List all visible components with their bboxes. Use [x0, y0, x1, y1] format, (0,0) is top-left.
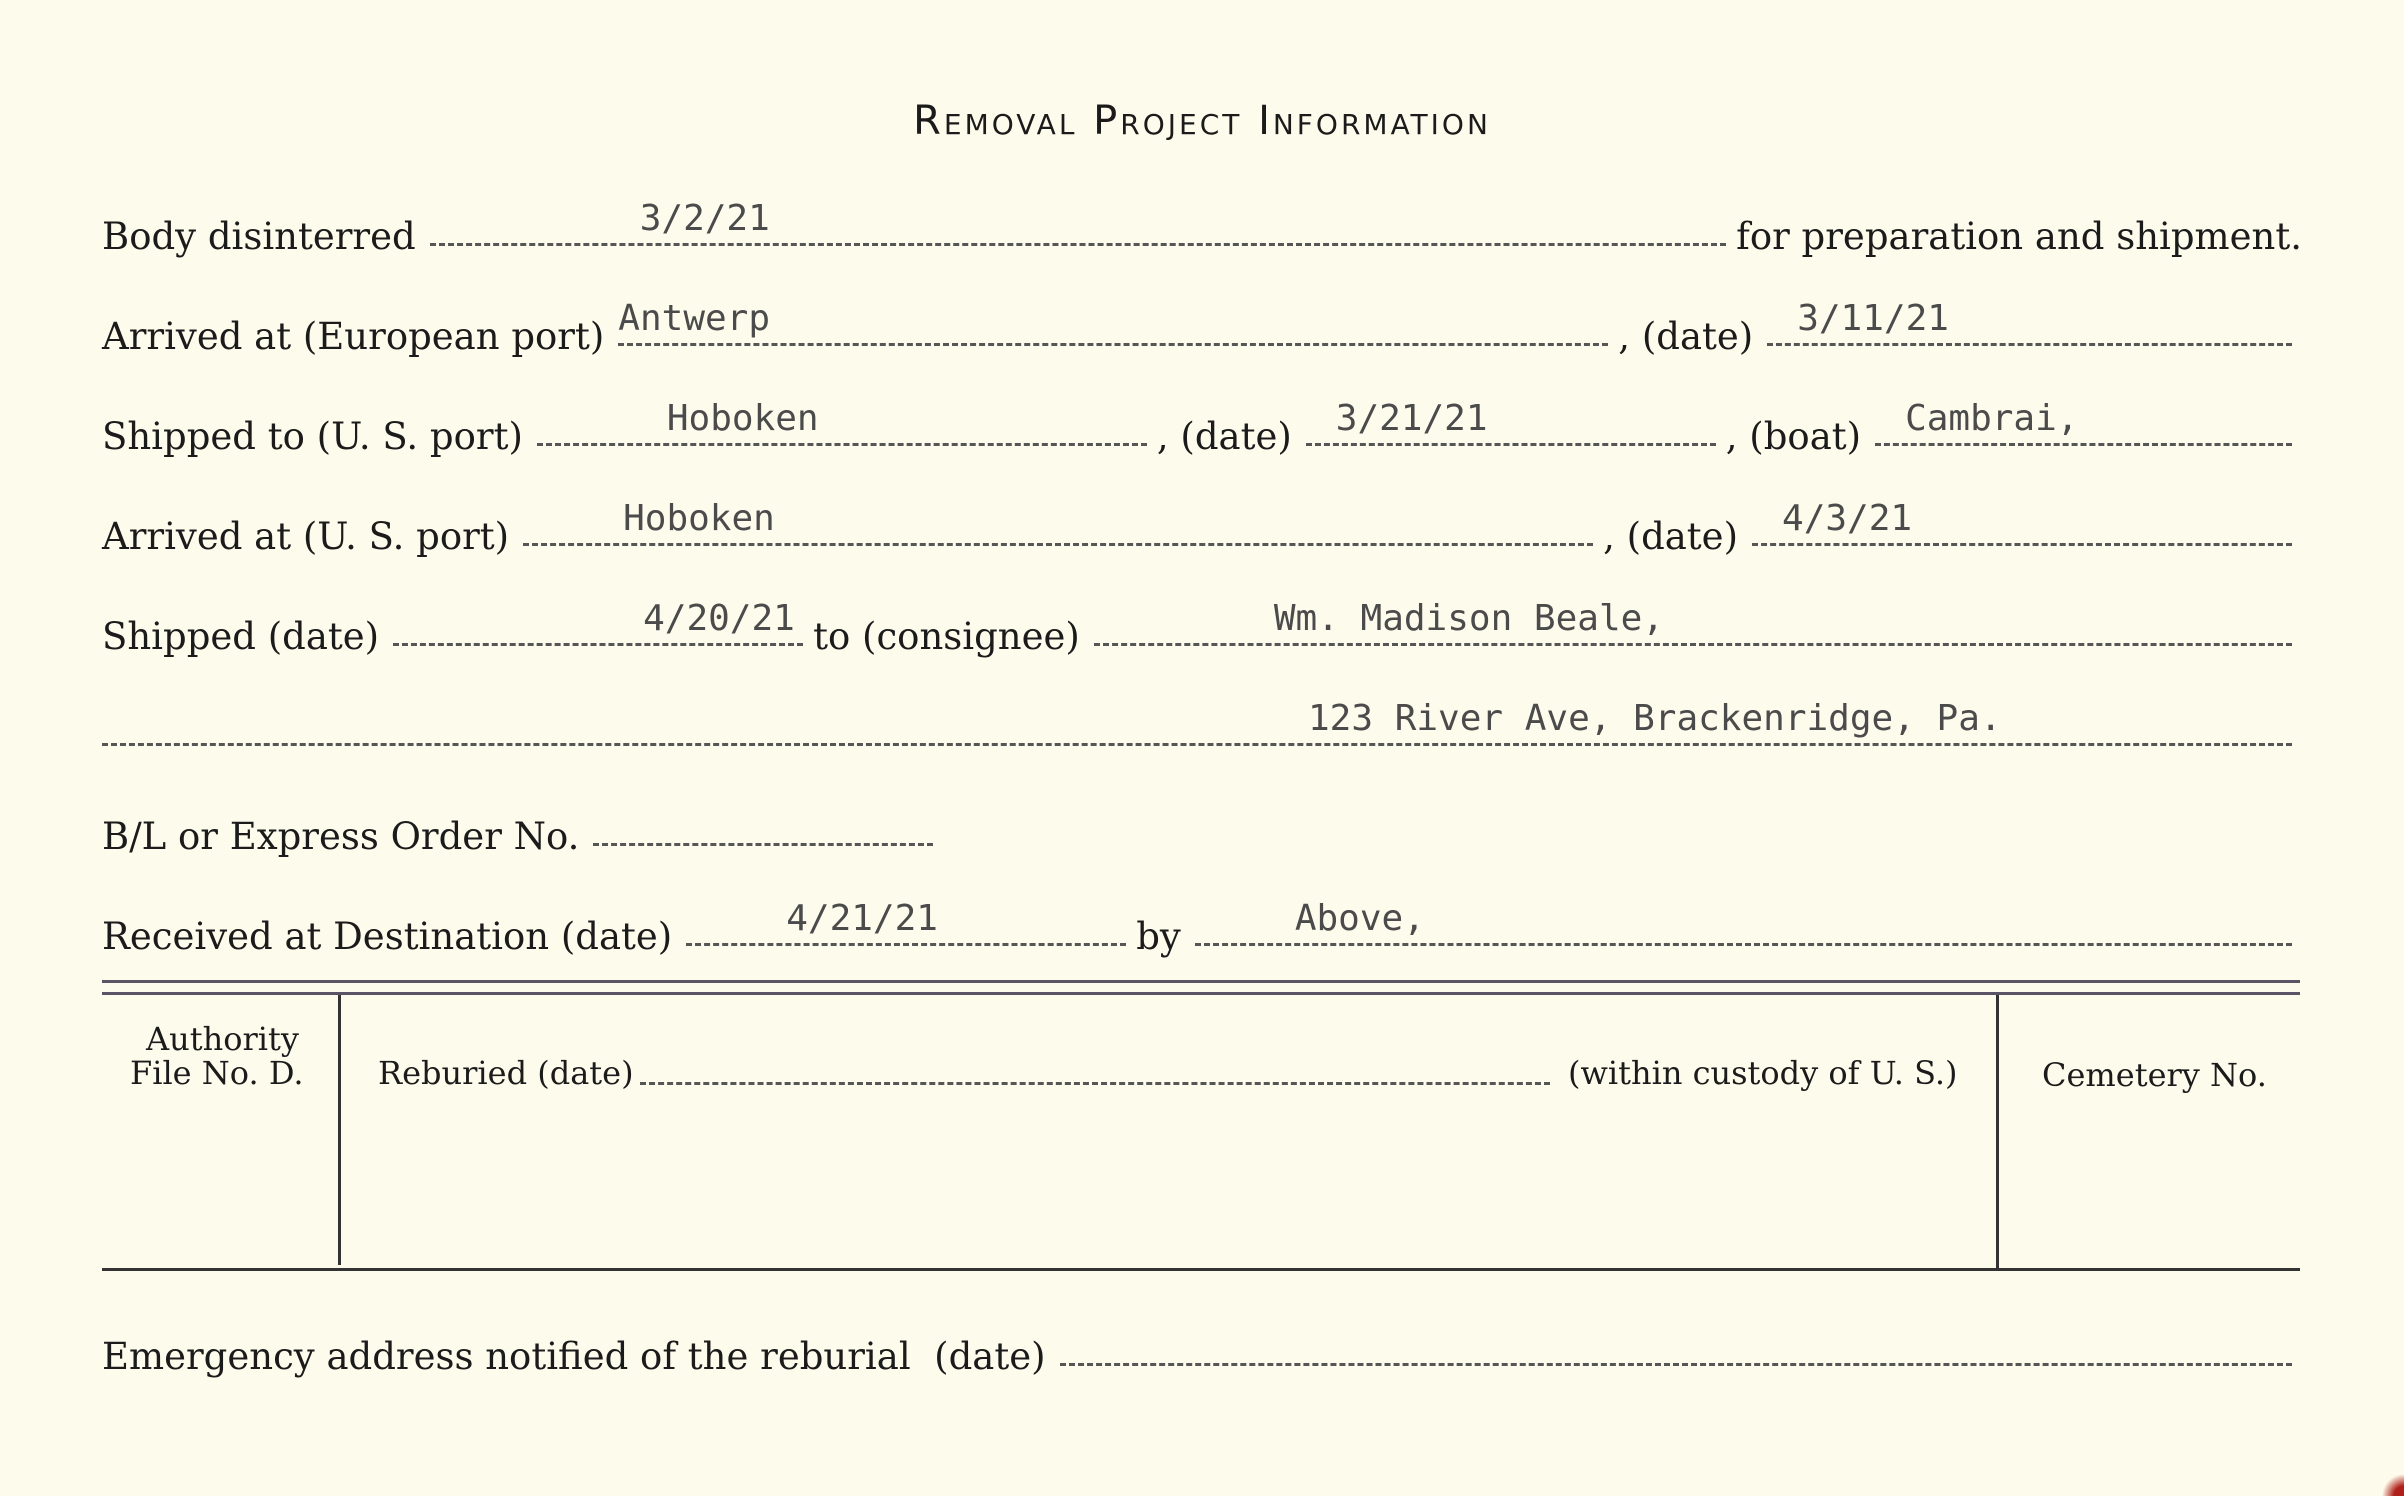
- arrived-us-port-label: Arrived at (U. S. port): [102, 515, 510, 558]
- consignee-address-field[interactable]: [102, 693, 2292, 746]
- boat-field[interactable]: [1875, 393, 2292, 446]
- arrived-us-date-field[interactable]: [1752, 493, 2292, 546]
- boat-value: Cambrai,: [1905, 398, 2079, 439]
- european-port-date-field[interactable]: [1767, 293, 2292, 346]
- body-disinterred-label: Body disinterred: [102, 215, 416, 258]
- bl-order-label: B/L or Express Order No.: [102, 815, 580, 858]
- emergency-date-field[interactable]: [1060, 1313, 2292, 1366]
- shipped-date-field[interactable]: [1306, 393, 1716, 446]
- shipped-us-port-label: Shipped to (U. S. port): [102, 415, 523, 458]
- row-body-disinterred: [102, 200, 2302, 264]
- arrived-us-date-value: 4/3/21: [1782, 498, 1913, 539]
- received-label: Received at Destination (date): [102, 915, 673, 958]
- row-emergency: [102, 1320, 2302, 1384]
- bl-order-field[interactable]: [593, 793, 933, 846]
- shipped-us-port-value: Hoboken: [666, 398, 819, 439]
- european-port-label: Arrived at (European port): [102, 315, 605, 358]
- arrived-us-port-field[interactable]: [523, 493, 1593, 546]
- shipped-us-port-field[interactable]: [537, 393, 1147, 446]
- row-bl-order: [102, 800, 2302, 864]
- box-bottom-rule: [102, 1268, 2300, 1271]
- custody-label: (within custody of U. S.): [1568, 1054, 1958, 1092]
- row-shipped-us-port: [102, 400, 2302, 464]
- double-rule-bottom: [102, 992, 2300, 995]
- consignee-field[interactable]: [1094, 593, 2292, 646]
- european-port-value: Antwerp: [618, 298, 771, 339]
- authority-label: Authority: [146, 1020, 299, 1058]
- shipment-suffix-label: for preparation and shipment.: [1736, 215, 2302, 258]
- body-disinterred-value: 3/2/21: [639, 198, 770, 239]
- row-arrived-european-port: [102, 300, 2302, 364]
- consignee-value: Wm. Madison Beale,: [1273, 598, 1664, 639]
- reburied-field[interactable]: [640, 1080, 1550, 1085]
- european-port-date-label: , (date): [1618, 315, 1754, 358]
- double-rule-top: [102, 980, 2300, 983]
- european-port-field[interactable]: [618, 293, 1608, 346]
- received-by-field[interactable]: [1195, 893, 2292, 946]
- by-label: by: [1136, 915, 1181, 958]
- consignee-address-value: 123 River Ave, Brackenridge, Pa.: [1308, 698, 2002, 739]
- reburied-label: Reburied (date): [378, 1054, 634, 1092]
- european-port-date-value: 3/11/21: [1797, 298, 1949, 339]
- shipped-date-label: , (date): [1156, 415, 1292, 458]
- form-title: Removal Project Information: [913, 98, 1491, 144]
- box-divider-right: [1996, 995, 1999, 1271]
- box-divider-left: [338, 995, 341, 1265]
- arrived-us-port-value: Hoboken: [623, 498, 775, 539]
- shipped-label: Shipped (date): [102, 615, 380, 658]
- emergency-label: Emergency address notified of the reburial (date): [102, 1335, 1046, 1378]
- consignee-label: to (consignee): [813, 615, 1080, 658]
- row-received: [102, 900, 2302, 964]
- boat-label: , (boat): [1725, 415, 1862, 458]
- shipped-date-field-2[interactable]: [393, 593, 803, 646]
- cemetery-label: Cemetery No.: [2042, 1056, 2267, 1094]
- arrived-us-date-label: , (date): [1603, 515, 1739, 558]
- shipped-date-value-2: 4/20/21: [643, 598, 795, 639]
- file-no-label: File No. D.: [130, 1054, 304, 1092]
- received-date-field[interactable]: [686, 893, 1126, 946]
- received-date-value: 4/21/21: [786, 898, 938, 939]
- row-arrived-us-port: [102, 500, 2302, 564]
- received-by-value: Above,: [1294, 898, 1425, 939]
- row-consignee-address: [102, 700, 2302, 764]
- body-disinterred-field[interactable]: [430, 193, 1726, 246]
- shipped-date-value: 3/21/21: [1335, 398, 1488, 439]
- row-shipped-consignee: [102, 600, 2302, 664]
